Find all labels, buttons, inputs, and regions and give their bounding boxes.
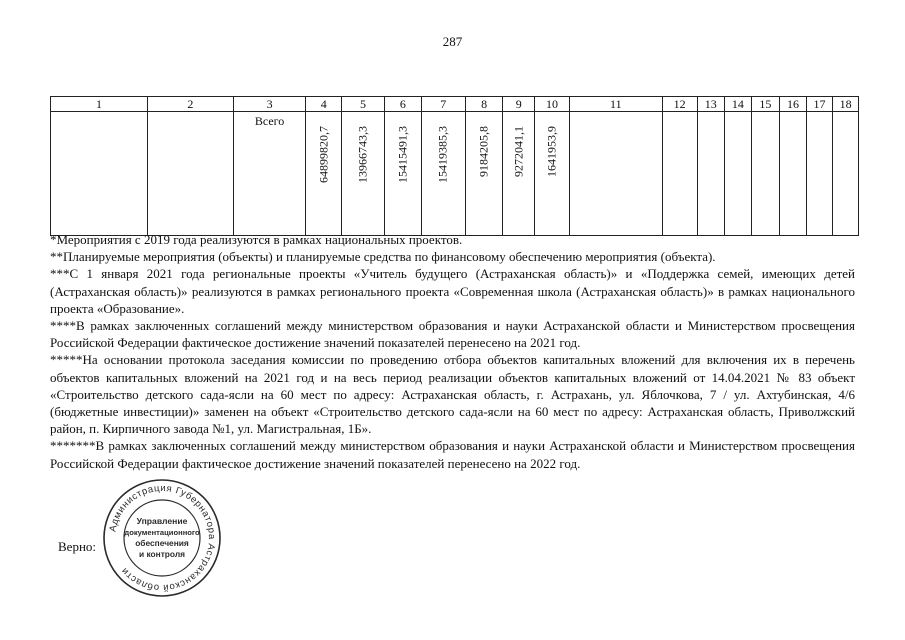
table-cell [421, 112, 465, 236]
stamp-inner-line: документационного [124, 528, 200, 537]
column-number: 2 [148, 97, 234, 112]
table-cell [806, 112, 833, 236]
column-number: 9 [503, 97, 535, 112]
total-value: 9184205,8 [476, 126, 491, 177]
table-cell [148, 112, 234, 236]
stamp-inner-line: Управление [136, 516, 188, 526]
column-number: 7 [421, 97, 465, 112]
column-number: 14 [725, 97, 752, 112]
table-cell [306, 112, 342, 236]
table-cell [697, 112, 725, 236]
table-cell [569, 112, 662, 236]
column-number: 5 [342, 97, 385, 112]
column-number: 6 [384, 97, 421, 112]
column-number: 17 [806, 97, 833, 112]
table-cell [503, 112, 535, 236]
stamp-ring-text: Администрация Губернатора Астраханской области [107, 482, 218, 594]
stamp-inner-line: обеспечения [135, 538, 189, 548]
table-cell [465, 112, 503, 236]
column-number: 3 [233, 97, 306, 112]
stamp-inner-line: и контроля [138, 549, 186, 559]
table-cell [662, 112, 697, 236]
table-row [51, 112, 859, 236]
footnote: ***С 1 января 2021 года региональные проекты «Учитель будущего (Астраханская область)» и «Поддержка семей, имеющих детей (Астраханская область)» реализуются в рамках регионального проекта «Современная школа (Астраханская область)» в рамках национального проекта «Образование». [50, 266, 855, 316]
footnote: *Мероприятия с 2019 года реализуются в рамках национальных проектов. [50, 232, 463, 247]
column-number: 8 [465, 97, 503, 112]
total-value: 9272041,1 [511, 126, 526, 177]
table-cell [535, 112, 570, 236]
total-value: 15415491,3 [395, 126, 410, 183]
table-cell [780, 112, 807, 236]
column-number: 13 [697, 97, 725, 112]
column-number: 12 [662, 97, 697, 112]
column-number: 10 [535, 97, 570, 112]
footnote: *****На основании протокола заседания комиссии по проведению отбора объектов капитальных вложений для включения их в перечень объектов капитальных вложений на 2021 год и на весь период реализации объектов капитальных вложений от 14.04.2021 № 83 объект «Строительство детского сада-ясли на 60 мест по адресу: Астраханская область, г. Астрахань, ул. Яблочкова, 7 / ул. Ахтубинская, 4/6 (бюджетные инвестиции)» заменен на объект «Строительство детского сада-ясли на 60 мест по адресу: Астраханская область, Приволжский район, п. Кирпичного завода №1, ул. Магистральная, 1Б». [50, 352, 855, 437]
total-value: 1641953,9 [544, 126, 559, 177]
table-cell [342, 112, 385, 236]
table-header-row [51, 97, 859, 112]
footnote: **Планируемые мероприятия (объекты) и планируемые средства по финансовому обеспечению мероприятия (объекта). [50, 249, 716, 265]
table-cell [751, 112, 780, 236]
column-number: 11 [569, 97, 662, 112]
total-value: 64899820,7 [316, 126, 331, 183]
column-number: 15 [751, 97, 780, 112]
column-number: 4 [306, 97, 342, 112]
column-number: 16 [780, 97, 807, 112]
official-stamp [102, 478, 222, 598]
column-number: 1 [51, 97, 148, 112]
data-table [50, 96, 859, 236]
total-label: Всего [233, 112, 306, 236]
table-cell [833, 112, 859, 236]
page-number: 287 [442, 34, 463, 49]
total-value: 15419385,3 [435, 126, 450, 183]
table-cell [384, 112, 421, 236]
footnote: *******В рамках заключенных соглашений между министерством образования и науки Астраханской области и Министерством просвещения Российской Федерации фактическое достижение значений показателей перенесено на 2022 год. [50, 438, 855, 471]
table-cell [725, 112, 752, 236]
footnote: ****В рамках заключенных соглашений между министерством образования и науки Астраханской области и Министерством просвещения Российской Федерации фактическое достижение значений показателей перенесено на 2021 год. [50, 318, 855, 351]
verno-label: Верно: [58, 539, 97, 554]
total-value: 13966743,3 [355, 126, 370, 183]
column-number: 18 [833, 97, 859, 112]
table-cell [51, 112, 148, 236]
footnotes [50, 231, 855, 472]
